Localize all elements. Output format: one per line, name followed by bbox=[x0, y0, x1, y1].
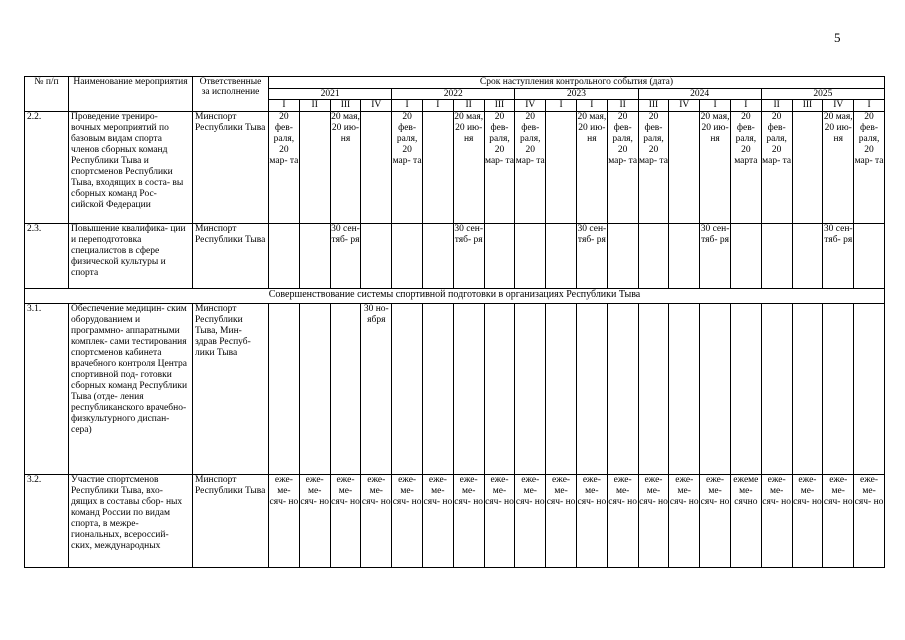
date-cell: 30 сен- тяб- ря bbox=[330, 224, 361, 289]
quarter-header: I bbox=[422, 100, 453, 112]
date-cell: 20 фев- раля, 20 мар- та bbox=[515, 112, 546, 224]
date-cell bbox=[730, 304, 761, 475]
date-cell: ежеме ме- сячно bbox=[730, 475, 761, 568]
quarter-header: I bbox=[392, 100, 423, 112]
date-cell bbox=[607, 304, 638, 475]
date-cell bbox=[515, 224, 546, 289]
date-cell: 20 фев- раля, 20 мар- та bbox=[761, 112, 792, 224]
date-cell bbox=[823, 304, 854, 475]
date-cell: еже- ме- сяч- но bbox=[422, 475, 453, 568]
section-title: Совершенствование системы спортивной подготовки в организациях Республики Тыва bbox=[25, 289, 885, 304]
date-cell: 30 сен- тяб- ря bbox=[700, 224, 731, 289]
date-cell bbox=[392, 304, 423, 475]
date-cell bbox=[269, 304, 300, 475]
date-cell bbox=[669, 112, 700, 224]
year-2022: 2022 bbox=[392, 88, 515, 100]
date-cell: еже- ме- сяч- но bbox=[576, 475, 607, 568]
header-num: № п/п bbox=[25, 77, 69, 112]
date-cell bbox=[730, 224, 761, 289]
date-cell: еже- ме- сяч- но bbox=[453, 475, 484, 568]
date-cell: 20 фев- раля, 20 мар- та bbox=[269, 112, 300, 224]
date-cell: 20 мая, 20 ию- ня bbox=[576, 112, 607, 224]
date-cell bbox=[299, 304, 330, 475]
date-cell: 30 сен- тяб- ря bbox=[453, 224, 484, 289]
date-cell bbox=[546, 304, 577, 475]
quarter-header: II bbox=[761, 100, 792, 112]
date-cell: еже- ме- сяч- но bbox=[761, 475, 792, 568]
date-cell: еже- ме- сяч- но bbox=[330, 475, 361, 568]
date-cell: еже- ме- сяч- но bbox=[669, 475, 700, 568]
responsible: Минспорт Республики Тыва bbox=[193, 224, 269, 289]
quarter-header: I bbox=[546, 100, 577, 112]
date-cell bbox=[607, 224, 638, 289]
quarter-header: II bbox=[453, 100, 484, 112]
date-cell bbox=[330, 304, 361, 475]
date-cell: еже- ме- сяч- но bbox=[361, 475, 392, 568]
table-row bbox=[25, 475, 885, 568]
table-row bbox=[25, 304, 885, 475]
quarter-header: IV bbox=[361, 100, 392, 112]
row-number: 3.2. bbox=[25, 475, 69, 568]
date-cell bbox=[392, 224, 423, 289]
date-cell: 20 мая, 20 ию- ня bbox=[823, 112, 854, 224]
date-cell bbox=[269, 224, 300, 289]
date-cell: 20 фев- раля, 20 марта bbox=[730, 112, 761, 224]
date-cell: 30 но- ября bbox=[361, 304, 392, 475]
date-cell bbox=[700, 304, 731, 475]
row-number: 3.1. bbox=[25, 304, 69, 475]
date-cell: еже- ме- сяч- но bbox=[792, 475, 823, 568]
date-cell bbox=[576, 304, 607, 475]
date-cell: 20 фев- раля, 20 мар- та bbox=[484, 112, 515, 224]
date-cell: 20 мая, 20 ию- ня bbox=[453, 112, 484, 224]
year-2025: 2025 bbox=[761, 88, 884, 100]
date-cell: еже- ме- сяч- но bbox=[269, 475, 300, 568]
date-cell: еже- ме- сяч- но bbox=[484, 475, 515, 568]
date-cell: еже- ме- сяч- но bbox=[515, 475, 546, 568]
date-cell: еже- ме- сяч- но bbox=[823, 475, 854, 568]
date-cell bbox=[361, 112, 392, 224]
date-cell bbox=[484, 224, 515, 289]
date-cell bbox=[361, 224, 392, 289]
date-cell: 30 сен- тяб- ря bbox=[576, 224, 607, 289]
responsible: Минспорт Республики Тыва bbox=[193, 475, 269, 568]
date-cell bbox=[854, 224, 885, 289]
activity-name: Обеспечение медицин- ским оборудованием и программно- аппаратными комплек- сами тестирования спортсменов кабинета врачебного контроля Центра спортивной под- готовки сборных команд Республики Тыва (отде- ления республиканского врачебно- физкультурного диспан- сера) bbox=[69, 304, 193, 475]
date-cell bbox=[422, 304, 453, 475]
page-number: 5 bbox=[834, 30, 841, 45]
date-cell: 20 фев- раля, 20 мар- та bbox=[854, 112, 885, 224]
quarter-header: I bbox=[854, 100, 885, 112]
date-cell: 20 фев- раля, 20 мар- та bbox=[392, 112, 423, 224]
quarter-header: II bbox=[607, 100, 638, 112]
row-number: 2.3. bbox=[25, 224, 69, 289]
date-cell bbox=[299, 112, 330, 224]
date-cell bbox=[638, 304, 669, 475]
quarter-header: I bbox=[576, 100, 607, 112]
quarter-header: IV bbox=[669, 100, 700, 112]
responsible: Минспорт Республики Тыва, Мин- здрав Респуб- лики Тыва bbox=[193, 304, 269, 475]
date-cell: еже- ме- сяч- но bbox=[854, 475, 885, 568]
year-2023: 2023 bbox=[515, 88, 638, 100]
date-cell bbox=[792, 304, 823, 475]
date-cell bbox=[299, 224, 330, 289]
date-cell bbox=[792, 224, 823, 289]
date-cell: еже- ме- сяч- но bbox=[546, 475, 577, 568]
date-cell: еже- ме- сяч- но bbox=[392, 475, 423, 568]
date-cell: 30 сен- тяб- ря bbox=[823, 224, 854, 289]
date-cell bbox=[422, 224, 453, 289]
date-cell: 20 мая, 20 ию- ня bbox=[330, 112, 361, 224]
quarter-header: III bbox=[792, 100, 823, 112]
quarter-header: IV bbox=[515, 100, 546, 112]
date-cell: еже- ме- сяч- но bbox=[700, 475, 731, 568]
responsible: Минспорт Республики Тыва bbox=[193, 112, 269, 224]
quarter-header: I bbox=[730, 100, 761, 112]
header-name: Наименование мероприятия bbox=[69, 77, 193, 112]
date-cell bbox=[546, 224, 577, 289]
header-deadline: Срок наступления контрольного события (дата) bbox=[269, 77, 885, 89]
date-cell bbox=[792, 112, 823, 224]
date-cell: еже- ме- сяч- но bbox=[638, 475, 669, 568]
activity-name: Участие спортсменов Республики Тыва, вхо- дящих в составы сбор- ных команд России по видам спорта, в межре- гиональных, всероссий- ских, международных bbox=[69, 475, 193, 568]
date-cell: 20 фев- раля, 20 мар- та bbox=[607, 112, 638, 224]
quarter-header: IV bbox=[823, 100, 854, 112]
section-row bbox=[25, 289, 885, 304]
date-cell bbox=[422, 112, 453, 224]
date-cell: еже- ме- сяч- но bbox=[299, 475, 330, 568]
date-cell bbox=[854, 304, 885, 475]
table-row bbox=[25, 224, 885, 289]
date-cell bbox=[761, 224, 792, 289]
activity-name: Проведение трениро- вочных мероприятий по базовым видам спорта членов сборных команд Республики Тыва и спортсменов Республики Тыва, входящих в соста- вы сборных команд Рос- сийской Федерации bbox=[69, 112, 193, 224]
table-row bbox=[25, 112, 885, 224]
quarter-header: II bbox=[299, 100, 330, 112]
date-cell: 20 мая, 20 ию- ня bbox=[700, 112, 731, 224]
schedule-table bbox=[24, 76, 885, 568]
activity-name: Повышение квалифика- ции и переподготовка специалистов в сфере физической культуры и спорта bbox=[69, 224, 193, 289]
date-cell bbox=[546, 112, 577, 224]
date-cell bbox=[453, 304, 484, 475]
date-cell bbox=[761, 304, 792, 475]
date-cell bbox=[638, 224, 669, 289]
row-number: 2.2. bbox=[25, 112, 69, 224]
quarter-header: I bbox=[269, 100, 300, 112]
year-2024: 2024 bbox=[638, 88, 761, 100]
date-cell bbox=[515, 304, 546, 475]
header-resp: Ответственные за исполнение bbox=[193, 77, 269, 112]
quarter-header: III bbox=[330, 100, 361, 112]
quarter-header: III bbox=[638, 100, 669, 112]
date-cell: 20 фев- раля, 20 мар- та bbox=[638, 112, 669, 224]
date-cell bbox=[669, 304, 700, 475]
quarter-header: I bbox=[700, 100, 731, 112]
year-2021: 2021 bbox=[269, 88, 392, 100]
date-cell bbox=[669, 224, 700, 289]
quarter-header: III bbox=[484, 100, 515, 112]
header-row-1 bbox=[25, 77, 885, 89]
date-cell bbox=[484, 304, 515, 475]
date-cell: еже- ме- сяч- но bbox=[607, 475, 638, 568]
